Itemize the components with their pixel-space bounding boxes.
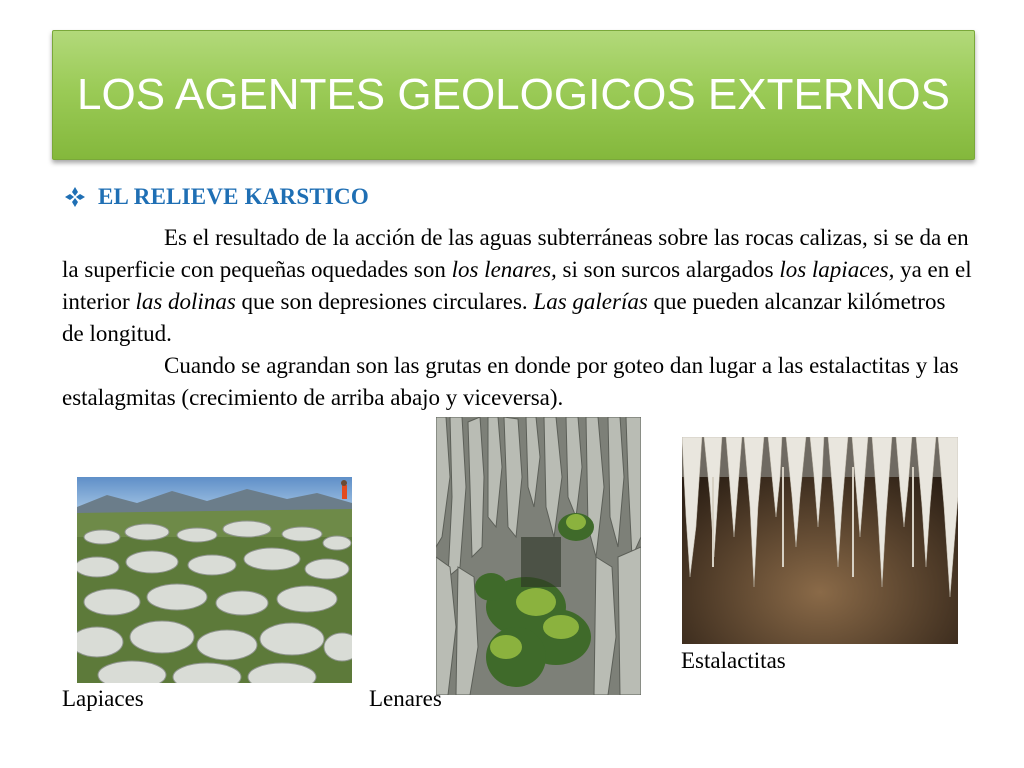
title-bar [52, 30, 975, 160]
diamond-bullet-icon [64, 186, 86, 208]
paragraph-1: Es el resultado de la acción de las aguas subterráneas sobre las rocas calizas, si se da en la superficie con pequeñas oquedades son los lenares, si son surcos alargados los lapiaces, ya en el interior las dolinas que son depresiones circulares. Las galerías que pueden alcanzar kilómetros de longitud. [62, 225, 972, 346]
lapiaces-photo [77, 477, 352, 683]
section-heading-row [64, 184, 369, 210]
slide-title: LOS AGENTES GEOLOGICOS EXTERNOS [77, 70, 950, 119]
estalactitas-photo [682, 437, 958, 644]
paragraph-2: Cuando se agrandan son las grutas en donde por goteo dan lugar a las estalactitas y las estalagmitas (crecimiento de arriba abajo y viceversa). [62, 353, 959, 410]
body-text [62, 222, 972, 414]
caption-estalactitas: Estalactitas [681, 648, 786, 673]
caption-lapiaces: Lapiaces [62, 686, 144, 711]
caption-lenares: Lenares [369, 686, 442, 711]
section-heading: EL RELIEVE KARSTICO [98, 184, 369, 209]
lenares-photo [436, 417, 641, 695]
